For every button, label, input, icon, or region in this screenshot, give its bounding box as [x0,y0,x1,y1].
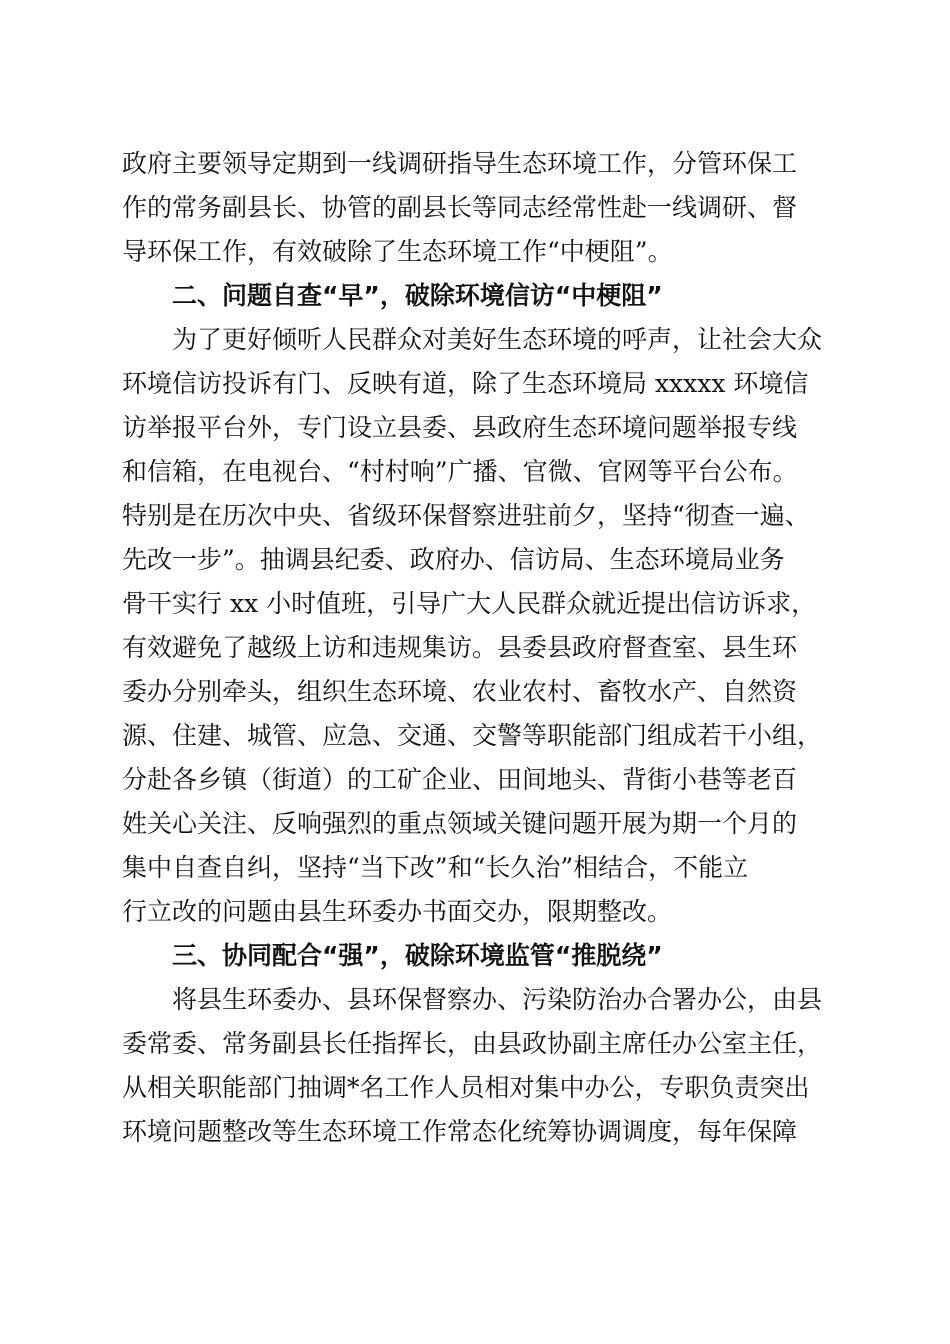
body-text-line: 委常委、常务副县长任指挥长，由县政协副主席任办公室主任， [122,1029,823,1058]
section-heading-2: 二、问题自查“早”，破除环境信访“中梗阻” [172,281,663,310]
body-text-line: 姓关心关注、反响强烈的重点领域关键问题开展为期一个月的 [122,809,798,838]
body-text-line: 作的常务副县长、协管的副县长等同志经常性赴一线调研、督 [122,193,798,222]
body-text-line: 政府主要领导定期到一线调研指导生态环境工作，分管环保工 [122,149,798,178]
body-text-line: 环境信访投诉有门、反映有道，除了生态环境局 xxxxx 环境信 [122,369,809,398]
body-text-line: 将县生环委办、县环保督察办、污染防治办合署办公，由县 [172,985,823,1014]
body-text-line: 源、住建、城管、应急、交通、交警等职能部门组成若干小组， [122,721,823,750]
body-text-line: 为了更好倾听人民群众对美好生态环境的呼声，让社会大众 [172,325,823,354]
body-text-line: 导环保工作，有效破除了生态环境工作“中梗阻”。 [122,237,673,266]
body-text-line: 和信箱，在电视台、“村村响”广播、官微、官网等平台公布。 [122,457,798,486]
body-text-line: 环境问题整改等生态环境工作常态化统筹协调调度，每年保障 [122,1117,798,1146]
body-text-line: 特别是在历次中央、省级环保督察进驻前夕，坚持“彻查一遍、 [122,501,810,530]
body-text-line: 骨干实行 xx 小时值班，引导广大人民群众就近提出信访诉求， [122,589,817,618]
body-text-line: 委办分别牵头，组织生态环境、农业农村、畜牧水产、自然资 [122,677,798,706]
body-text-line: 访举报平台外，专门设立县委、县政府生态环境问题举报专线 [122,413,798,442]
body-text-line: 分赴各乡镇（街道）的工矿企业、田间地头、背街小巷等老百 [122,765,798,794]
body-text-line: 集中自查自纠，坚持“当下改”和“长久治”相结合，不能立 [122,853,749,882]
body-text-line: 行立改的问题由县生环委办书面交办，限期整改。 [122,897,673,926]
section-heading-3: 三、协同配合“强”，破除环境监管“推脱绕” [172,941,663,970]
body-text-line: 有效避免了越级上访和违规集访。县委县政府督查室、县生环 [122,633,798,662]
body-text-line: 从相关职能部门抽调*名工作人员相对集中办公，专职负责突出 [122,1073,810,1102]
body-text-line: 先改一步”。抽调县纪委、政府办、信访局、生态环境局业务 [122,545,785,574]
